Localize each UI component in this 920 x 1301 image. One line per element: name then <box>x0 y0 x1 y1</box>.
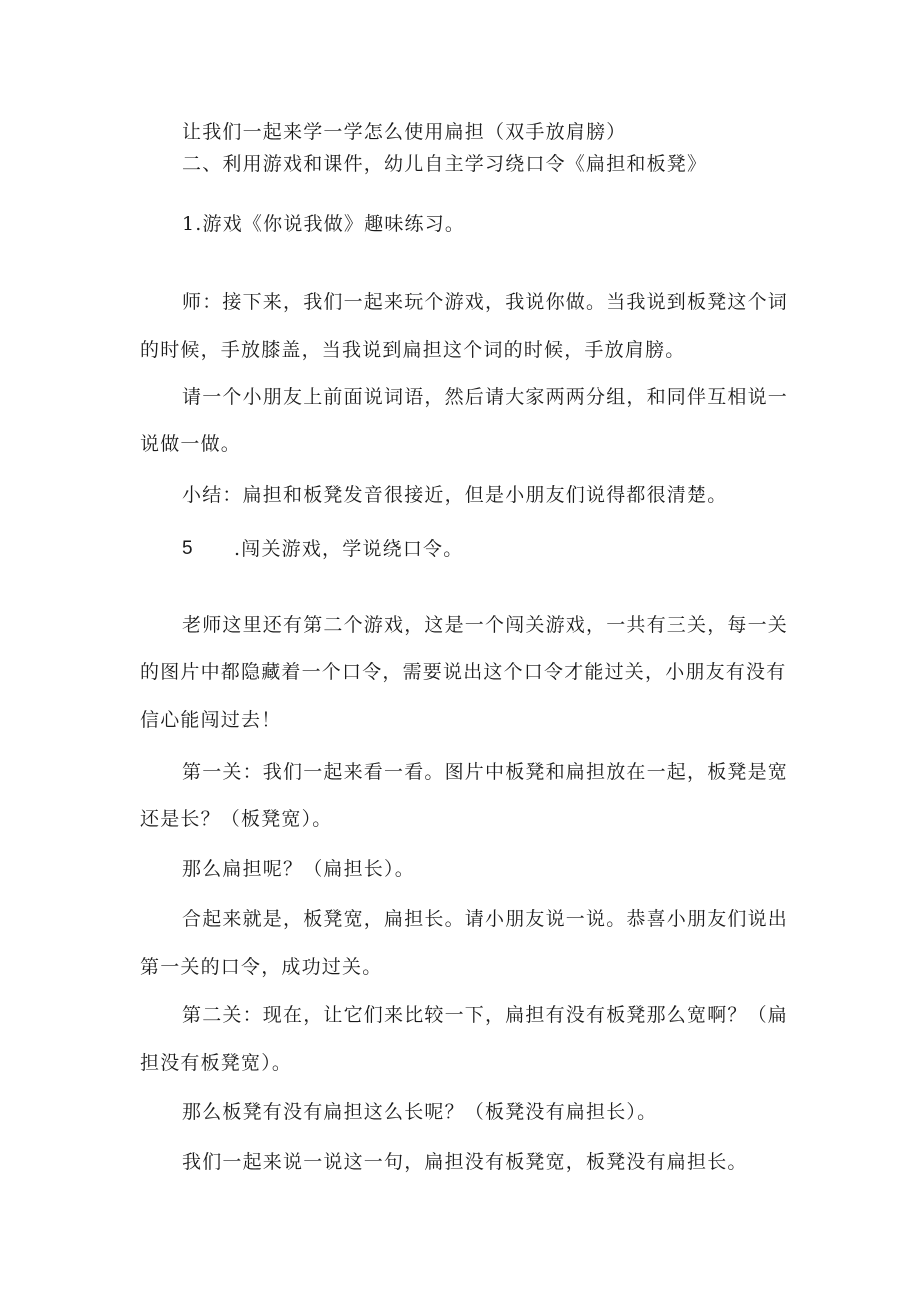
paragraph-line: 信心能闯过去！ <box>140 709 282 731</box>
section-heading: 二、利用游戏和课件，幼儿自主学习绕口令《扁担和板凳》 <box>182 153 708 175</box>
paragraph-line: 请一个小朋友上前面说词语，然后请大家两两分组，和同伴互相说一 <box>182 386 789 408</box>
subheading-game-1: 1.游戏《你说我做》趣味练习。 <box>182 213 466 235</box>
paragraph-line: 的图片中都隐藏着一个口令，需要说出这个口令才能过关，小朋友有没有 <box>140 661 787 683</box>
paragraph-line: 合起来就是，板凳宽，扁担长。请小朋友说一说。恭喜小朋友们说出 <box>182 908 789 930</box>
paragraph-line: 我们一起来说一说这一句，扁担没有板凳宽，板凳没有扁担长。 <box>182 1151 748 1173</box>
subheading-game-2: .闯关游戏，学说绕口令。 <box>234 538 464 560</box>
paragraph-line: 担没有板凳宽）。 <box>140 1052 293 1074</box>
paragraph-line: 第二关：现在，让它们来比较一下，扁担有没有板凳那么宽啊？（扁 <box>182 1004 789 1026</box>
paragraph-line: 那么扁担呢？（扁担长）。 <box>182 858 415 880</box>
summary-line: 小结：扁担和板凳发音很接近，但是小朋友们说得都很清楚。 <box>182 484 728 506</box>
paragraph-line: 还是长？（板凳宽）。 <box>140 808 333 830</box>
list-number: 5 <box>182 538 193 559</box>
paragraph-line: 的时候，手放膝盖，当我说到扁担这个词的时候，手放肩膀。 <box>140 339 686 361</box>
paragraph-line: 那么板凳有没有扁担这么长呢？（板凳没有扁担长）。 <box>182 1101 658 1123</box>
paragraph-line: 老师这里还有第二个游戏，这是一个闯关游戏，一共有三关，每一关 <box>182 614 789 636</box>
paragraph-line: 第一关的口令，成功过关。 <box>140 956 383 978</box>
paragraph-line: 师：接下来，我们一起来玩个游戏，我说你做。当我说到板凳这个词 <box>182 291 789 313</box>
paragraph-line: 第一关：我们一起来看一看。图片中板凳和扁担放在一起，板凳是宽 <box>182 761 789 783</box>
paragraph-line: 说做一做。 <box>140 433 242 455</box>
paragraph-line: 让我们一起来学一学怎么使用扁担（双手放肩膀） <box>182 121 627 143</box>
